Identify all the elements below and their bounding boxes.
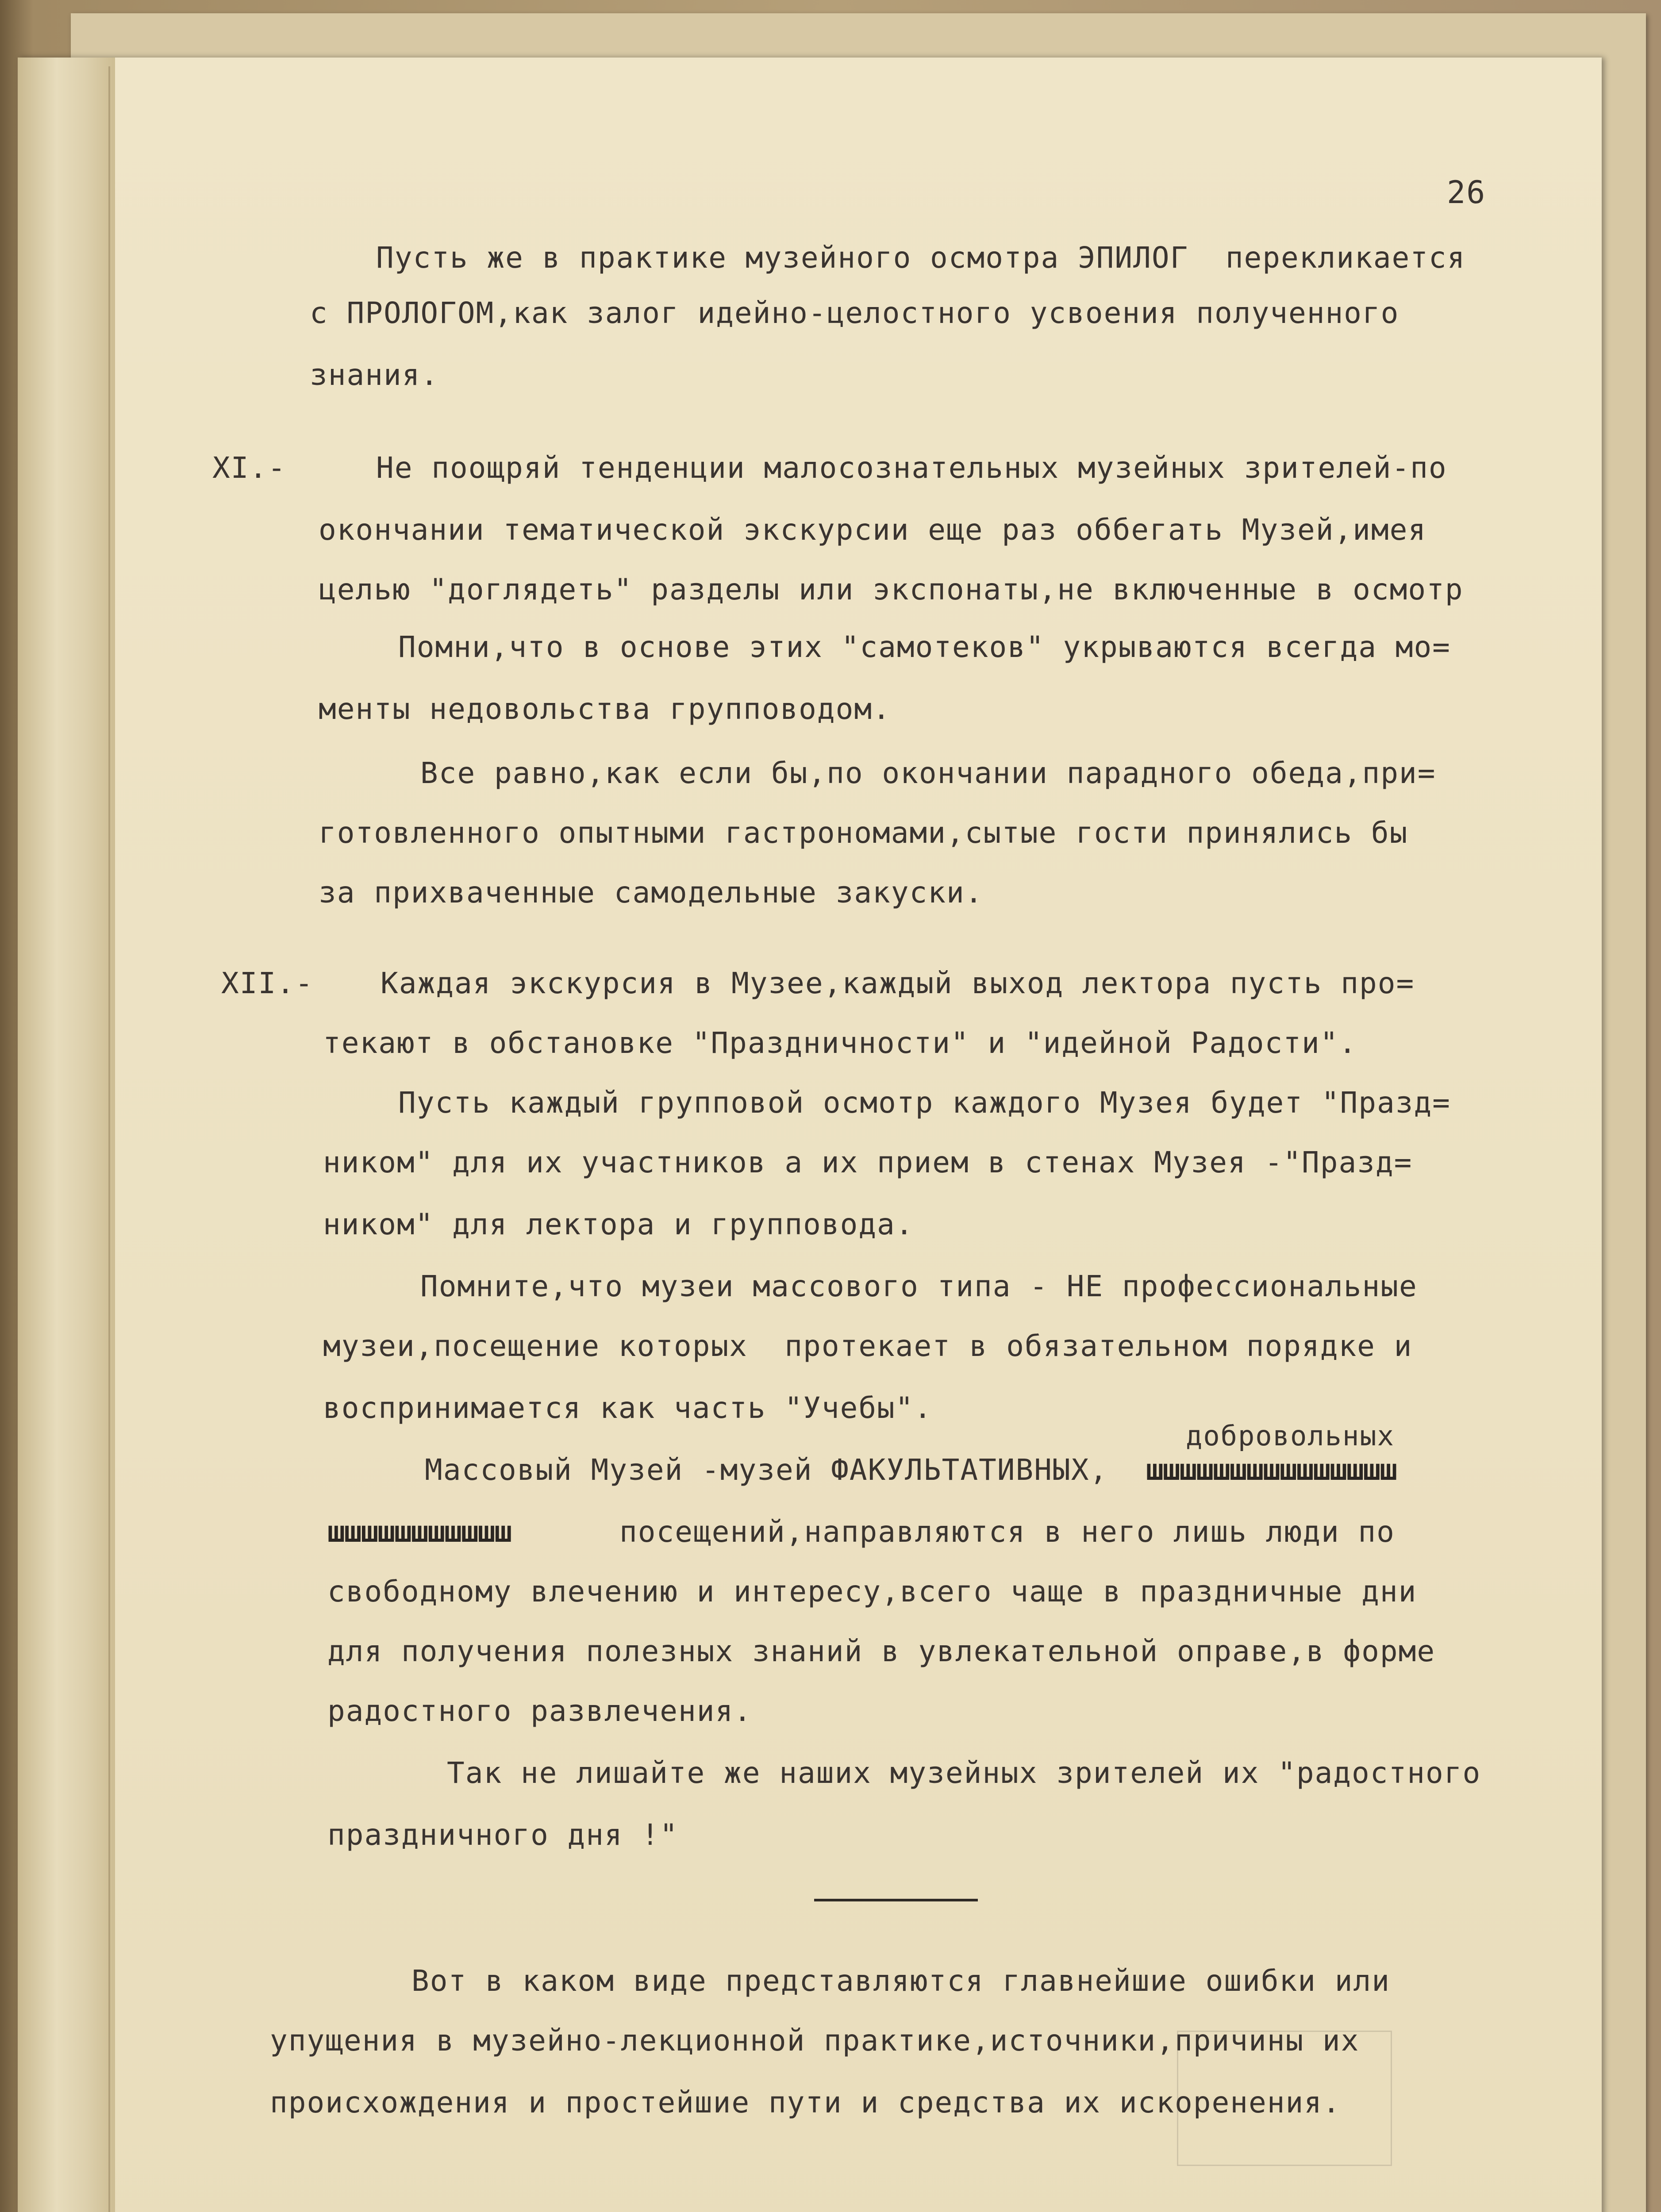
text-line: праздничного дня !"	[327, 1818, 678, 1852]
text-line: упущения в музейно-лекционной практике,источники,причины их	[270, 2024, 1360, 2058]
text-line: Массовый Музей -музей ФАКУЛЬТАТИВНЫХ,	[425, 1453, 1108, 1487]
text-line: окончании тематической экскурсии еще раз оббегать Музей,имея	[319, 513, 1427, 547]
separator-rule	[814, 1899, 978, 1901]
text-line: целью "доглядеть" разделы или экспонаты,не включенные в осмотр	[319, 572, 1464, 607]
text-line: Так не лишайте же наших музейных зрителей их "радостного	[447, 1756, 1481, 1790]
struck-out-text: шшшшшшшшшшшшшшш	[1146, 1453, 1397, 1487]
text-line: Не поощряй тенденции малосознательных музейных зрителей-по	[376, 451, 1447, 485]
text-line: Помни,что в основе этих "самотеков" укрываются всегда мо=	[398, 630, 1451, 664]
faded-archive-stamp	[1177, 2031, 1392, 2166]
text-line: текают в обстановке "Праздничности" и "идейной Радости".	[323, 1026, 1357, 1060]
text-line: ником" для их участников а их прием в стенах Музея -"Празд=	[323, 1145, 1413, 1179]
text-line: менты недовольства групповодом.	[319, 692, 891, 726]
struck-out-text: шшшшшшшшшшш	[327, 1515, 511, 1549]
text-line: Все равно,как если бы,по окончании парадного обеда,при=	[420, 756, 1436, 790]
text-line: для получения полезных знаний в увлекательной оправе,в форме	[327, 1634, 1436, 1668]
binding-crease	[108, 66, 110, 2212]
page-binding-edge	[18, 58, 115, 2212]
page-number: 26	[1447, 174, 1486, 211]
text-line: Вот в каком виде представляются главнейшие ошибки или	[411, 1964, 1390, 1998]
section-number: XI.-	[212, 451, 286, 485]
text-line: ником" для лектора и групповода.	[323, 1207, 914, 1241]
text-line: радостного развлечения.	[327, 1694, 752, 1728]
text-line: с ПРОЛОГОМ,как залог идейно-целостного усвоения полученного	[310, 296, 1400, 330]
text-line: Каждая экскурсия в Музее,каждый выход лектора пусть про=	[381, 966, 1415, 1000]
text-line: готовленного опытными гастрономами,сытые гости принялись бы	[319, 816, 1408, 850]
text-line: Пусть же в практике музейного осмотра ЭПИЛОГ перекликается	[376, 241, 1466, 275]
handwritten-insertion: добровольных	[1186, 1420, 1395, 1452]
typewritten-page	[18, 58, 1602, 2212]
section-number: XII.-	[221, 966, 314, 1000]
text-line: свободному влечению и интересу,всего чаще в праздничные дни	[327, 1575, 1417, 1609]
text-line: посещений,направляются в него лишь люди по	[619, 1515, 1395, 1549]
text-line: музеи,посещение которых протекает в обязательном порядке и	[323, 1329, 1413, 1363]
text-line: воспринимается как часть "Учебы".	[323, 1391, 933, 1425]
text-line: знания.	[310, 358, 439, 392]
text-line: происхождения и простейшие пути и средства их искоренения.	[270, 2085, 1341, 2120]
text-line: Помните,что музеи массового типа - НЕ профессиональные	[420, 1269, 1418, 1303]
text-line: Пусть каждый групповой осмотр каждого Музея будет "Празд=	[398, 1086, 1451, 1120]
text-line: за прихваченные самодельные закуски.	[319, 876, 984, 910]
